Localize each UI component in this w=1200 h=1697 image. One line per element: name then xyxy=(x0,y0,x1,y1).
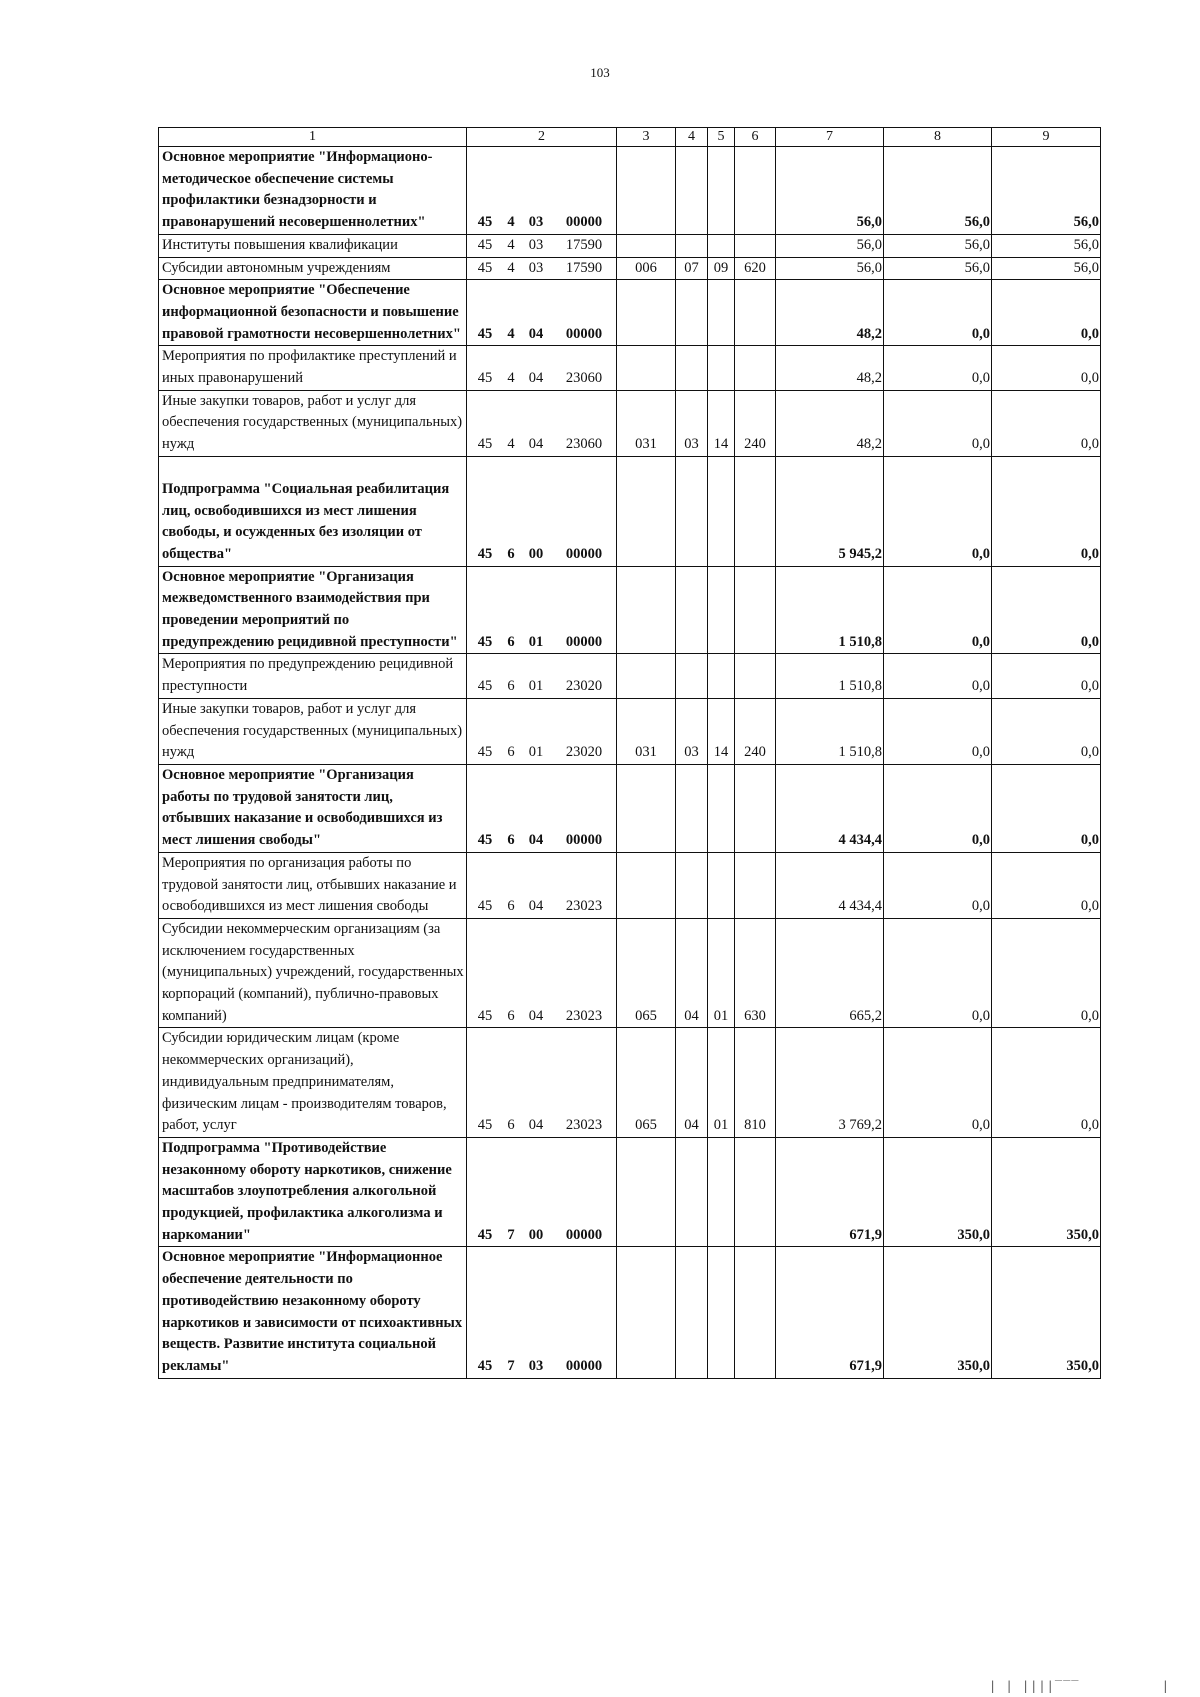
cell-c6 xyxy=(735,1137,776,1247)
cell-c3 xyxy=(617,566,676,654)
cell-c9: 0,0 xyxy=(992,390,1101,456)
cell-c4: 07 xyxy=(676,257,708,280)
row-code xyxy=(467,1247,617,1378)
cell-c5: 09 xyxy=(708,257,735,280)
code-part: 4 xyxy=(507,370,515,387)
header-cell: 5 xyxy=(708,128,735,147)
header-cell: 6 xyxy=(735,128,776,147)
code-part: 45 xyxy=(477,436,493,453)
code-part: 03 xyxy=(528,1357,544,1374)
cell-c9: 0,0 xyxy=(992,280,1101,346)
code-part: 4 xyxy=(507,436,515,453)
page-number: 103 xyxy=(590,65,610,80)
row-name: Основное мероприятие "Обеспечение информационной безопасности и повышение правовой грамотности несовершеннолетних" xyxy=(159,280,467,346)
code-part: 45 xyxy=(477,1117,493,1134)
cell-c4 xyxy=(676,654,708,698)
cell-c3 xyxy=(617,1137,676,1247)
table-row xyxy=(159,280,1101,346)
row-name: Мероприятия по предупреждению рецидивной преступности xyxy=(159,654,467,698)
code-part: 45 xyxy=(477,1226,493,1243)
cell-c9: 0,0 xyxy=(992,456,1101,566)
row-name: Мероприятия по организация работы по трудовой занятости лиц, отбывших наказание и освободившихся из мест лишения свободы xyxy=(159,852,467,918)
cell-c4 xyxy=(676,234,708,257)
code-part: 45 xyxy=(477,744,493,761)
cell-c7: 5 945,2 xyxy=(776,456,884,566)
code-part: 6 xyxy=(507,545,515,562)
row-name: Субсидии некоммерческим организациям (за исключением государственных (муниципальных) учреждений, государственных корпораций (компаний), публично-правовых компаний) xyxy=(159,918,467,1028)
cell-c4: 04 xyxy=(676,918,708,1028)
code-part: 04 xyxy=(528,1007,544,1024)
row-code xyxy=(467,346,617,390)
scan-artifact: | | ||||‾‾‾ | xyxy=(989,1679,1170,1693)
code-part: 6 xyxy=(507,898,515,915)
cell-c7: 4 434,4 xyxy=(776,764,884,852)
cell-c5 xyxy=(708,346,735,390)
code-part: 00000 xyxy=(565,214,603,231)
cell-c4 xyxy=(676,280,708,346)
code-part: 23060 xyxy=(565,436,603,453)
cell-c8: 350,0 xyxy=(884,1137,992,1247)
code-part: 00000 xyxy=(565,633,603,650)
cell-c4 xyxy=(676,1247,708,1378)
code-part: 45 xyxy=(477,633,493,650)
cell-c3 xyxy=(617,280,676,346)
row-code xyxy=(467,280,617,346)
cell-c8: 0,0 xyxy=(884,698,992,764)
code-part: 4 xyxy=(507,259,515,276)
code-part: 04 xyxy=(528,436,544,453)
table-row xyxy=(159,346,1101,390)
cell-c5 xyxy=(708,147,735,235)
row-code xyxy=(467,764,617,852)
cell-c8: 0,0 xyxy=(884,566,992,654)
cell-c9: 56,0 xyxy=(992,234,1101,257)
code-part: 17590 xyxy=(565,259,603,276)
row-name: Подпрограмма "Социальная реабилитация лиц, освободившихся из мест лишения свободы, и осужденных без изоляции от общества" xyxy=(159,456,467,566)
cell-c3: 065 xyxy=(617,918,676,1028)
cell-c9: 0,0 xyxy=(992,654,1101,698)
cell-c5 xyxy=(708,654,735,698)
cell-c3: 006 xyxy=(617,257,676,280)
code-part: 7 xyxy=(507,1357,515,1374)
code-part: 6 xyxy=(507,1117,515,1134)
cell-c6 xyxy=(735,234,776,257)
code-part: 45 xyxy=(477,545,493,562)
cell-c7: 48,2 xyxy=(776,346,884,390)
code-part: 6 xyxy=(507,1007,515,1024)
cell-c3 xyxy=(617,764,676,852)
cell-c7: 3 769,2 xyxy=(776,1028,884,1138)
table-row xyxy=(159,257,1101,280)
cell-c5 xyxy=(708,1137,735,1247)
code-part: 45 xyxy=(477,370,493,387)
cell-c4: 04 xyxy=(676,1028,708,1138)
cell-c7: 56,0 xyxy=(776,147,884,235)
cell-c7: 1 510,8 xyxy=(776,566,884,654)
row-name: Основное мероприятие "Организация межведомственного взаимодействия при проведении мероприятий по предупреждению рецидивной преступности" xyxy=(159,566,467,654)
cell-c9: 0,0 xyxy=(992,852,1101,918)
cell-c8: 0,0 xyxy=(884,654,992,698)
table-row xyxy=(159,764,1101,852)
row-name: Мероприятия по профилактике преступлений и иных правонарушений xyxy=(159,346,467,390)
header-cell: 8 xyxy=(884,128,992,147)
cell-c7: 1 510,8 xyxy=(776,654,884,698)
cell-c4 xyxy=(676,1137,708,1247)
code-part: 00000 xyxy=(565,545,603,562)
table-row xyxy=(159,147,1101,235)
code-part: 23023 xyxy=(565,1007,603,1024)
cell-c9: 56,0 xyxy=(992,147,1101,235)
row-code xyxy=(467,257,617,280)
table-row xyxy=(159,852,1101,918)
cell-c4: 03 xyxy=(676,390,708,456)
code-part: 6 xyxy=(507,744,515,761)
code-part: 45 xyxy=(477,1007,493,1024)
cell-c4 xyxy=(676,764,708,852)
cell-c6 xyxy=(735,456,776,566)
code-part: 03 xyxy=(528,259,544,276)
code-part: 00000 xyxy=(565,1226,603,1243)
cell-c6 xyxy=(735,1247,776,1378)
row-code xyxy=(467,234,617,257)
row-name: Основное мероприятие "Информационо-методическое обеспечение системы профилактики безнадзорности и правонарушений несовершеннолетних" xyxy=(159,147,467,235)
code-part: 00000 xyxy=(565,1357,603,1374)
row-code xyxy=(467,654,617,698)
cell-c3 xyxy=(617,456,676,566)
cell-c6 xyxy=(735,764,776,852)
cell-c8: 0,0 xyxy=(884,764,992,852)
code-part: 04 xyxy=(528,898,544,915)
cell-c5: 14 xyxy=(708,698,735,764)
cell-c9: 0,0 xyxy=(992,698,1101,764)
header-cell: 4 xyxy=(676,128,708,147)
cell-c3 xyxy=(617,346,676,390)
cell-c4: 03 xyxy=(676,698,708,764)
cell-c8: 56,0 xyxy=(884,234,992,257)
code-part: 03 xyxy=(528,214,544,231)
cell-c6: 630 xyxy=(735,918,776,1028)
cell-c8: 0,0 xyxy=(884,346,992,390)
cell-c9: 0,0 xyxy=(992,346,1101,390)
cell-c6 xyxy=(735,280,776,346)
cell-c8: 0,0 xyxy=(884,1028,992,1138)
header-cell: 1 xyxy=(159,128,467,147)
cell-c8: 0,0 xyxy=(884,852,992,918)
cell-c4 xyxy=(676,346,708,390)
code-part: 00000 xyxy=(565,325,603,342)
cell-c9: 0,0 xyxy=(992,1028,1101,1138)
cell-c8: 0,0 xyxy=(884,918,992,1028)
row-name: Субсидии автономным учреждениям xyxy=(159,257,467,280)
budget-table xyxy=(158,127,1101,1379)
code-part: 6 xyxy=(507,832,515,849)
cell-c6 xyxy=(735,346,776,390)
row-code xyxy=(467,852,617,918)
row-code xyxy=(467,456,617,566)
table-row xyxy=(159,456,1101,566)
cell-c3: 031 xyxy=(617,390,676,456)
code-part: 17590 xyxy=(565,236,603,253)
code-part: 04 xyxy=(528,832,544,849)
code-part: 00000 xyxy=(565,832,603,849)
table-row xyxy=(159,698,1101,764)
cell-c9: 56,0 xyxy=(992,257,1101,280)
cell-c4 xyxy=(676,852,708,918)
cell-c5 xyxy=(708,234,735,257)
code-part: 00 xyxy=(528,545,544,562)
cell-c9: 0,0 xyxy=(992,918,1101,1028)
header-cell: 2 xyxy=(467,128,617,147)
cell-c5: 01 xyxy=(708,1028,735,1138)
cell-c8: 0,0 xyxy=(884,456,992,566)
code-part: 23023 xyxy=(565,1117,603,1134)
row-code xyxy=(467,698,617,764)
code-part: 45 xyxy=(477,1357,493,1374)
code-part: 45 xyxy=(477,214,493,231)
code-part: 04 xyxy=(528,325,544,342)
table-row xyxy=(159,654,1101,698)
cell-c8: 56,0 xyxy=(884,147,992,235)
cell-c5: 14 xyxy=(708,390,735,456)
code-part: 01 xyxy=(528,744,544,761)
code-part: 01 xyxy=(528,633,544,650)
code-part: 01 xyxy=(528,678,544,695)
cell-c4 xyxy=(676,566,708,654)
row-code xyxy=(467,918,617,1028)
header-cell: 9 xyxy=(992,128,1101,147)
table-row xyxy=(159,234,1101,257)
cell-c8: 350,0 xyxy=(884,1247,992,1378)
cell-c7: 665,2 xyxy=(776,918,884,1028)
cell-c5 xyxy=(708,566,735,654)
cell-c9: 0,0 xyxy=(992,566,1101,654)
cell-c5 xyxy=(708,280,735,346)
cell-c6 xyxy=(735,147,776,235)
cell-c6 xyxy=(735,566,776,654)
cell-c7: 671,9 xyxy=(776,1247,884,1378)
cell-c3 xyxy=(617,234,676,257)
cell-c7: 48,2 xyxy=(776,280,884,346)
cell-c7: 56,0 xyxy=(776,257,884,280)
cell-c6: 240 xyxy=(735,698,776,764)
code-part: 45 xyxy=(477,832,493,849)
code-part: 23020 xyxy=(565,678,603,695)
cell-c6 xyxy=(735,852,776,918)
cell-c7: 48,2 xyxy=(776,390,884,456)
cell-c3 xyxy=(617,852,676,918)
cell-c9: 350,0 xyxy=(992,1247,1101,1378)
cell-c4 xyxy=(676,456,708,566)
code-part: 03 xyxy=(528,236,544,253)
header-row xyxy=(159,128,1101,147)
code-part: 7 xyxy=(507,1226,515,1243)
code-part: 45 xyxy=(477,678,493,695)
code-part: 4 xyxy=(507,236,515,253)
cell-c7: 671,9 xyxy=(776,1137,884,1247)
cell-c3 xyxy=(617,1247,676,1378)
table-row xyxy=(159,918,1101,1028)
cell-c8: 0,0 xyxy=(884,280,992,346)
header-cell: 7 xyxy=(776,128,884,147)
row-name: Основное мероприятие "Информационное обеспечение деятельности по противодействию незаконному обороту наркотиков и зависимости от психоактивных веществ. Развитие института социальной рекламы" xyxy=(159,1247,467,1378)
row-name: Иные закупки товаров, работ и услуг для обеспечения государственных (муниципальных) нужд xyxy=(159,390,467,456)
cell-c3: 065 xyxy=(617,1028,676,1138)
cell-c5 xyxy=(708,764,735,852)
cell-c5 xyxy=(708,852,735,918)
code-part: 4 xyxy=(507,325,515,342)
cell-c4 xyxy=(676,147,708,235)
cell-c6: 620 xyxy=(735,257,776,280)
cell-c5 xyxy=(708,1247,735,1378)
cell-c3 xyxy=(617,147,676,235)
cell-c6: 810 xyxy=(735,1028,776,1138)
cell-c7: 56,0 xyxy=(776,234,884,257)
code-part: 45 xyxy=(477,325,493,342)
code-part: 04 xyxy=(528,1117,544,1134)
table-row xyxy=(159,390,1101,456)
cell-c3: 031 xyxy=(617,698,676,764)
cell-c6 xyxy=(735,654,776,698)
code-part: 00 xyxy=(528,1226,544,1243)
row-name: Подпрограмма "Противодействие незаконному обороту наркотиков, снижение масштабов злоупотребления алкогольной продукцией, профилактика алкоголизма и наркомании" xyxy=(159,1137,467,1247)
code-part: 4 xyxy=(507,214,515,231)
cell-c5: 01 xyxy=(708,918,735,1028)
code-part: 23020 xyxy=(565,744,603,761)
cell-c3 xyxy=(617,654,676,698)
table-row xyxy=(159,566,1101,654)
row-code xyxy=(467,147,617,235)
table-row xyxy=(159,1247,1101,1378)
row-code xyxy=(467,566,617,654)
cell-c7: 4 434,4 xyxy=(776,852,884,918)
code-part: 23060 xyxy=(565,370,603,387)
cell-c9: 350,0 xyxy=(992,1137,1101,1247)
table-row xyxy=(159,1137,1101,1247)
row-code xyxy=(467,390,617,456)
code-part: 45 xyxy=(477,898,493,915)
row-name: Основное мероприятие "Организация работы по трудовой занятости лиц, отбывших наказание и освободившихся из мест лишения свободы" xyxy=(159,764,467,852)
row-code xyxy=(467,1028,617,1138)
cell-c6: 240 xyxy=(735,390,776,456)
code-part: 45 xyxy=(477,259,493,276)
cell-c8: 56,0 xyxy=(884,257,992,280)
row-name: Институты повышения квалификации xyxy=(159,234,467,257)
code-part: 23023 xyxy=(565,898,603,915)
row-code xyxy=(467,1137,617,1247)
row-name: Иные закупки товаров, работ и услуг для обеспечения государственных (муниципальных) нужд xyxy=(159,698,467,764)
table-row xyxy=(159,1028,1101,1138)
cell-c8: 0,0 xyxy=(884,390,992,456)
code-part: 04 xyxy=(528,370,544,387)
cell-c9: 0,0 xyxy=(992,764,1101,852)
code-part: 6 xyxy=(507,633,515,650)
cell-c7: 1 510,8 xyxy=(776,698,884,764)
code-part: 45 xyxy=(477,236,493,253)
header-cell: 3 xyxy=(617,128,676,147)
cell-c5 xyxy=(708,456,735,566)
row-name: Субсидии юридическим лицам (кроме некоммерческих организаций), индивидуальным предпринимателям, физическим лицам - производителям товаров, работ, услуг xyxy=(159,1028,467,1138)
code-part: 6 xyxy=(507,678,515,695)
